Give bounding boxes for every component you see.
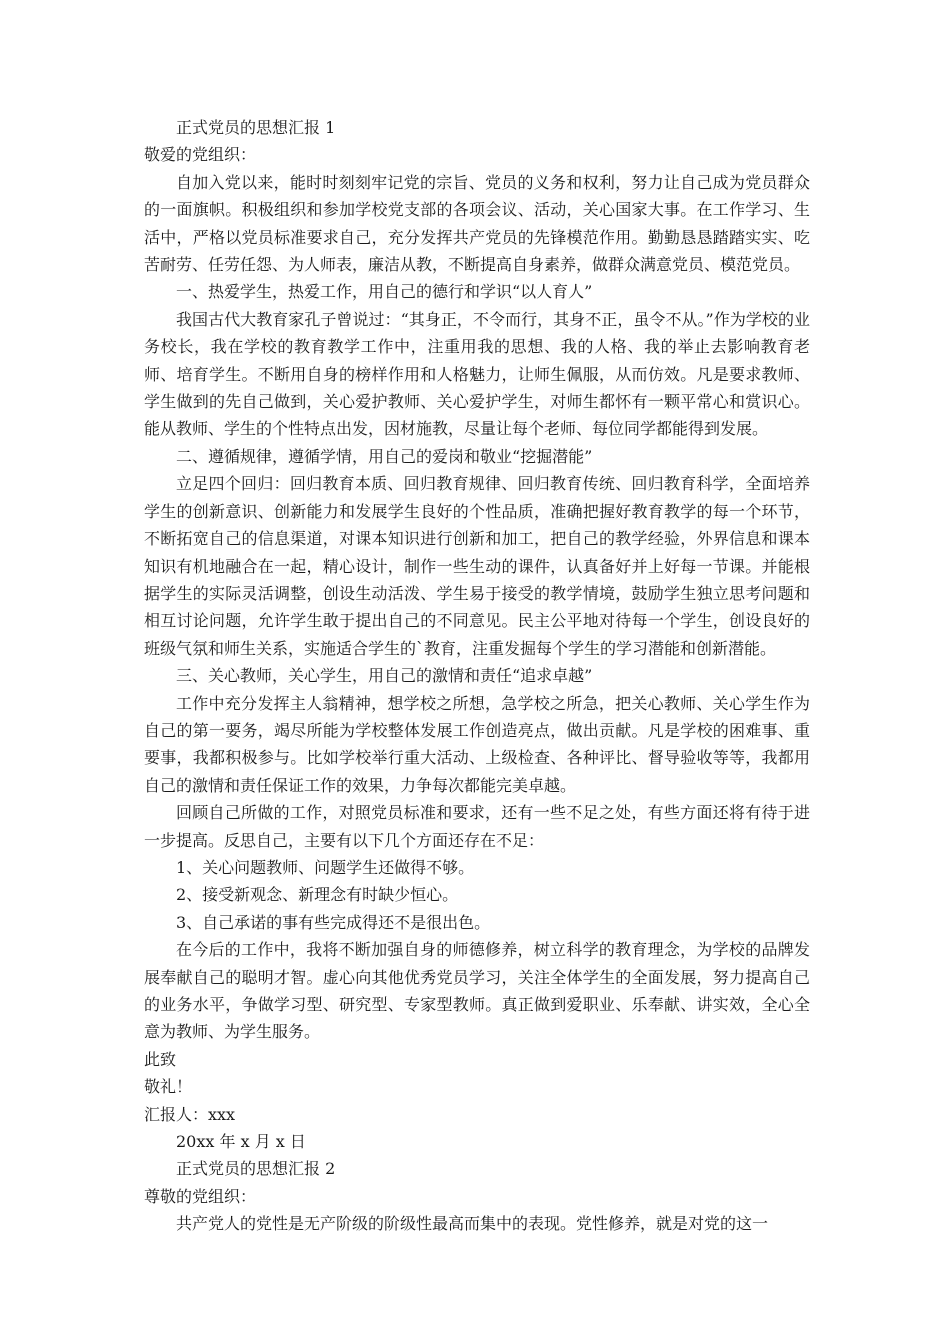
report2-intro-paragraph: 共产党人的党性是无产阶级的阶级性最高而集中的表现。党性修养，就是对党的这一 — [176, 1214, 769, 1234]
date-line: 20xx 年 x 月 x 日 — [176, 1132, 306, 1152]
report2-salutation: 尊敬的党组织： — [144, 1186, 257, 1206]
reporter-line: 汇报人：xxx — [144, 1104, 236, 1124]
report2-title: 正式党员的思想汇报 2 — [176, 1159, 336, 1179]
section2-body: 立足四个回归：回归教育本质、回归教育规律、回归教育传统、回归教育科学，全面培养学生的创新意识、创新能力和发展学生良好的个性品质，准确把握好教育教学的每一个环节，不断拓宽自己的信息渠道，对课本知识进行创新和加工，把自己的教学经验，外界信息和课本知识有机地融合在一起，精心设计，制作一些生动的课件，认真备好并上好每一节课。并能根据学生的实际灵活调整，创设生动活泼、学生易于接受的教学情境，鼓励学生独立思考问题和相互讨论问题，允许学生敢于提出自己的不同意见。民主公平地对待每一个学生，创设良好的班级气氛和师生关系，实施适合学生的`教育，注重发掘每个学生的学习潜能和创新潜能。 — [144, 474, 810, 658]
report1-intro-paragraph: 自加入党以来，能时时刻刻牢记党的宗旨、党员的义务和权利，努力让自己成为党员群众的一面旗帜。积极组织和参加学校党支部的各项会议、活动，关心国家大事。在工作学习、生活中，严格以党员标准要求自己，充分发挥共产党员的先锋模范作用。勤勤恳恳踏踏实实、吃苦耐劳、任劳任怨、为人师表，廉洁从教，不断提高自身素养，做群众满意党员、模范党员。 — [144, 172, 810, 275]
section2-heading: 二、遵循规律，遵循学情，用自己的爱岗和敬业“挖掘潜能” — [176, 446, 593, 466]
section1-body: 我国古代大教育家孔子曾说过：“其身正，不令而行，其身不正，虽令不从。”作为学校的业务校长，我在学校的教育教学工作中，注重用我的思想、我的人格、我的举止去影响教育老师、培育学生。不断用自身的榜样作用和人格魅力，让师生佩服，从而仿效。凡是要求教师、学生做到的先自己做到，关心爱护教师、关心爱护学生，对师生都怀有一颗平常心和赏识心。能从教师、学生的个性特点出发，因材施教，尽量让每个老师、每位同学都能得到发展。 — [144, 309, 810, 439]
future-paragraph: 在今后的工作中，我将不断加强自身的师德修养，树立科学的教育理念，为学校的品牌发展奉献自己的聪明才智。虚心向其他优秀党员学习，关注全体学生的全面发展，努力提高自己的业务水平，争做学习型、研究型、专家型教师。真正做到爱职业、乐奉献、讲实效，全心全意为教师、为学生服务。 — [144, 940, 810, 1042]
report1-salutation: 敬爱的党组织： — [144, 145, 257, 165]
closing-jing-li: 敬礼！ — [144, 1077, 193, 1097]
shortcoming-item: 1、关心问题教师、问题学生还做得不够。 — [176, 857, 475, 877]
section1-heading: 一、热爱学生，热爱工作，用自己的德行和学识“以人育人” — [176, 282, 593, 302]
closing-ci-zhi: 此致 — [144, 1049, 177, 1069]
shortcoming-item: 3、自己承诺的事有些完成得还不是很出色。 — [176, 912, 491, 932]
document-page — [144, 114, 810, 1238]
reflection-paragraph: 回顾自己所做的工作，对照党员标准和要求，还有一些不足之处，有些方面还将有待于进一步提高。反思自己，主要有以下几个方面还存在不足： — [144, 803, 810, 850]
report1-title: 正式党员的思想汇报 1 — [176, 118, 336, 137]
shortcoming-item: 2、接受新观念、新理念有时缺少恒心。 — [176, 885, 459, 905]
section3-body: 工作中充分发挥主人翁精神，想学校之所想，急学校之所急，把关心教师、关心学生作为自己的第一要务，竭尽所能为学校整体发展工作创造亮点，做出贡献。凡是学校的困难事、重要事，我都积极参与。比如学校举行重大活动、上级检查、各种评比、督导验收等等，我都用自己的激情和责任保证工作的效果，力争每次都能完美卓越。 — [144, 693, 810, 795]
section3-heading: 三、关心教师，关心学生，用自己的激情和责任“追求卓越” — [176, 666, 593, 686]
